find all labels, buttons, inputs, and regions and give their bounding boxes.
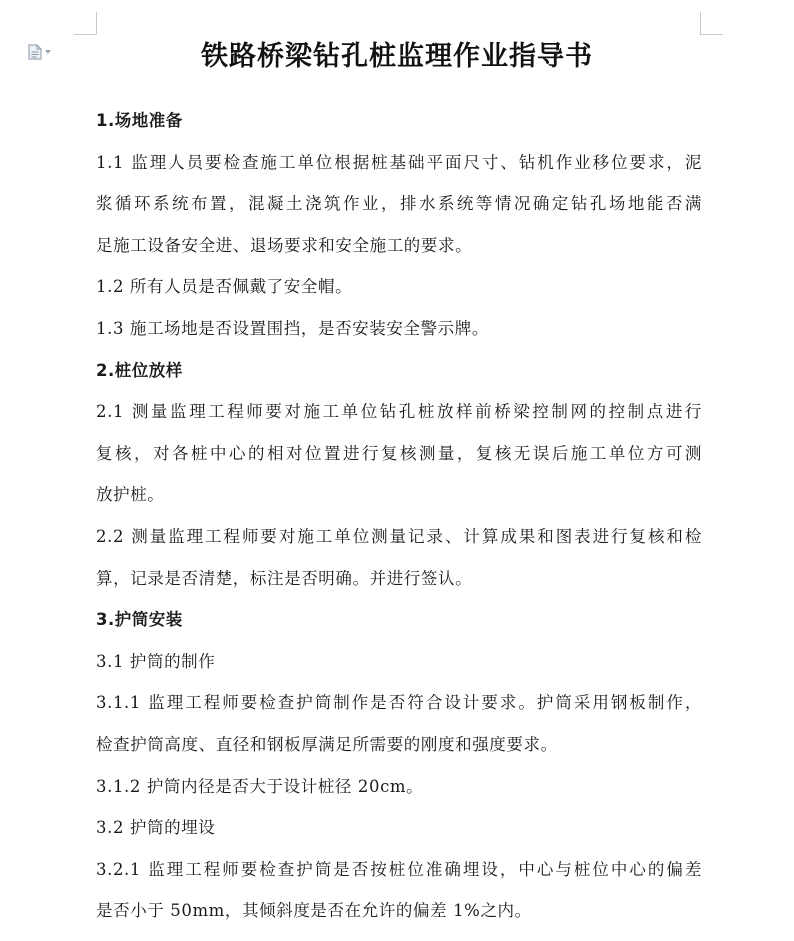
document-body <box>96 100 702 932</box>
paragraph-line: 2.1 测量监理工程师要对施工单位钻孔桩放样前桥梁控制网的控制点进行 <box>96 402 702 422</box>
crop-mark-left <box>74 12 97 35</box>
paragraph-line: 1.1 监理人员要检查施工单位根据桩基础平面尺寸、钻机作业移位要求，泥 <box>96 152 702 172</box>
paragraph-line: 浆循环系统布置，混凝土浇筑作业，排水系统等情况确定钻孔场地能否满 <box>96 194 702 214</box>
document-title: 铁路桥梁钻孔桩监理作业指导书 <box>201 41 593 72</box>
paragraph-line: 1.3 施工场地是否设置围挡，是否安装安全警示牌。 <box>96 318 489 338</box>
paragraph-line: 2.2 测量监理工程师要对施工单位测量记录、计算成果和图表进行复核和检 <box>96 526 702 546</box>
paragraph-line: 放护桩。 <box>96 485 165 505</box>
paragraph-line: 3.2.1 监理工程师要检查护筒是否按桩位准确埋设，中心与桩位中心的偏差 <box>96 859 702 879</box>
paragraph-line: 3.1.2 护筒内径是否大于设计桩径 20cm。 <box>96 776 424 796</box>
paragraph-line: 是否小于 50mm，其倾斜度是否在允许的偏差 1%之内。 <box>96 901 532 921</box>
paragraph-line: 3.1 护筒的制作 <box>96 651 216 671</box>
paragraph-line: 足施工设备安全进、退场要求和安全施工的要求。 <box>96 235 473 255</box>
section-heading: 3.护筒安装 <box>96 610 183 630</box>
section-heading: 1.场地准备 <box>96 111 183 130</box>
paragraph-line: 复核，对各桩中心的相对位置进行复核测量，复核无误后施工单位方可测 <box>96 443 702 463</box>
paragraph-line: 算，记录是否清楚，标注是否明确。并进行签认。 <box>96 568 473 588</box>
paragraph-line: 3.2 护筒的埋设 <box>96 818 216 838</box>
paragraph-line: 3.1.1 监理工程师要检查护筒制作是否符合设计要求。护筒采用钢板制作， <box>96 693 702 713</box>
paragraph-line: 1.2 所有人员是否佩戴了安全帽。 <box>96 277 353 297</box>
section-heading: 2.桩位放样 <box>96 360 183 380</box>
crop-mark-right <box>700 12 723 35</box>
paragraph-line: 检查护筒高度、直径和钢板厚满足所需要的刚度和强度要求。 <box>96 734 558 754</box>
